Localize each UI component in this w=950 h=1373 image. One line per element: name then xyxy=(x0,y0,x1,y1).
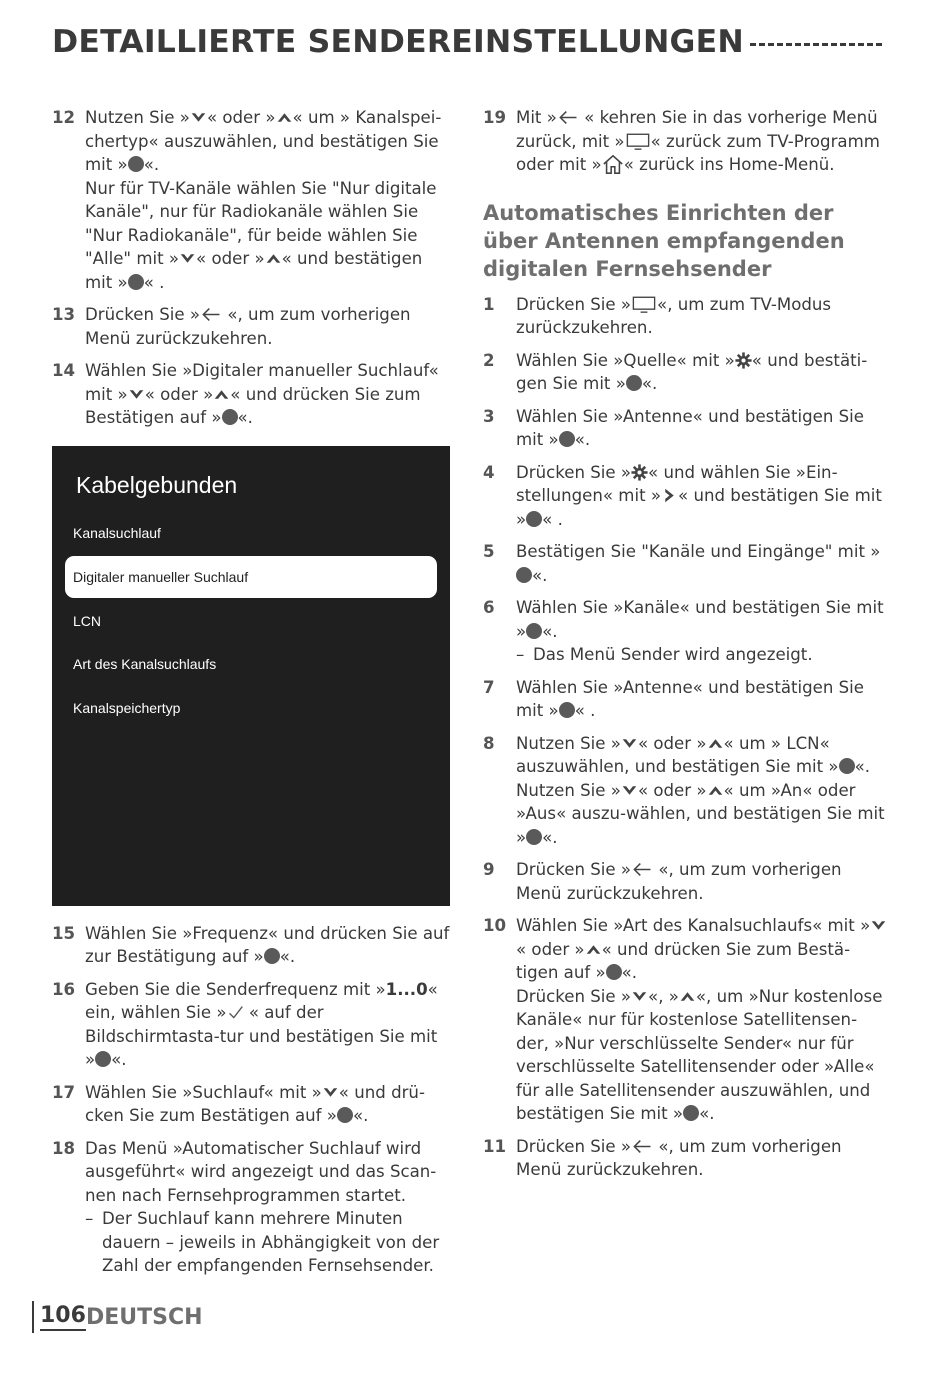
step-r2 xyxy=(483,349,888,396)
step-r5 xyxy=(483,540,888,587)
step-text: Wählen Sie »Art des Kanalsuchlaufs« mit »« oder » « und drücken Sie zum Bestä-tigen auf » «. xyxy=(516,914,888,985)
step-text: Drücken Sie » «, um zum vorherigen Menü zurückzukehren. xyxy=(85,305,411,348)
step-r10 xyxy=(483,914,888,1126)
step-text: Das Menü »Automatischer Suchlauf wird ausgeführt« wird angezeigt und das Scan-nen nach Fernsehprogrammen startet. xyxy=(85,1138,437,1205)
step-r4 xyxy=(483,461,888,532)
ok-button-icon xyxy=(95,1051,111,1067)
page-header xyxy=(52,20,882,64)
step-number: 5 xyxy=(483,542,495,561)
chevron-down-icon xyxy=(631,988,648,1005)
step-number: 18 xyxy=(52,1138,76,1158)
step-text-continued: Nutzen Sie » « oder » « um »An« oder »Aus« auszu-wählen, und bestätigen Sie mit » «. xyxy=(516,780,885,847)
chevron-down-icon xyxy=(621,735,638,752)
page-footer xyxy=(32,1300,203,1334)
settings-gear-icon xyxy=(735,352,752,369)
step-text: Wählen Sie »Digitaler manueller Suchlauf« mit » « oder » « und drücken Sie zum Bestätigen auf » «. xyxy=(85,361,439,427)
chevron-down-icon xyxy=(179,250,196,267)
step-r1 xyxy=(483,293,888,340)
ok-button-icon xyxy=(526,623,542,639)
chevron-up-icon xyxy=(679,988,696,1005)
checkmark-icon xyxy=(227,1004,244,1021)
step-number: 12 xyxy=(52,108,76,127)
step-text: Drücken Sie » «, um zum vorherigen Menü zurückzukehren. xyxy=(516,1136,842,1179)
step-note xyxy=(516,643,888,667)
back-arrow-icon xyxy=(200,306,222,323)
step-text-continued: Drücken Sie » «, » «, um »Nur kostenlose Kanäle« nur für kostenlose Satellitensen-der, »Nur verschlüsselte Sender« nur für verschlüsselte Satellitensender oder »Alle« für alle Satellitensender auszuwählen, und bestätigen Sie mit » «. xyxy=(516,986,883,1123)
chevron-down-icon xyxy=(322,1084,339,1101)
ok-button-icon xyxy=(606,964,622,980)
step-number: 4 xyxy=(483,462,495,482)
step-r7 xyxy=(483,676,888,723)
step-number: 11 xyxy=(483,1136,507,1156)
step-number: 9 xyxy=(483,860,495,879)
step-text: Drücken Sie » « und wählen Sie »Ein-stellungen« mit » « und bestätigen Sie mit » « . xyxy=(516,462,882,529)
ok-button-icon xyxy=(683,1105,699,1121)
step-number: 13 xyxy=(52,305,76,324)
step-number: 6 xyxy=(483,598,495,617)
number-keys-label: 1...0 xyxy=(385,979,428,999)
step-16 xyxy=(52,978,452,1072)
step-r8 xyxy=(483,732,888,850)
tv-menu-title: Kabelgebunden xyxy=(76,471,238,498)
settings-gear-icon xyxy=(631,464,648,481)
tv-menu-item-art-des-kanalsuchlaufs[interactable]: Art des Kanalsuchlaufs xyxy=(73,655,217,672)
tv-menu-screenshot xyxy=(52,446,450,906)
back-arrow-icon xyxy=(631,861,653,878)
page-number: 106 xyxy=(40,1303,86,1331)
ok-button-icon xyxy=(337,1107,353,1123)
step-r11 xyxy=(483,1135,888,1182)
chevron-up-icon xyxy=(265,250,282,267)
ok-button-icon xyxy=(264,948,280,964)
step-number: 16 xyxy=(52,979,76,999)
step-text: Mit » « kehren Sie in das vorherige Menü zurück, mit » « zurück zum TV-Programm oder mit » « zurück ins Home-Menü. xyxy=(516,108,880,174)
step-text: Geben Sie die Senderfrequenz mit »1...0« ein, wählen Sie » « auf der Bildschirmtasta-tur und bestätigen Sie mit » «. xyxy=(85,979,438,1069)
back-arrow-icon xyxy=(557,109,579,126)
step-text: Drücken Sie » «, um zum TV-Modus zurückzukehren. xyxy=(516,294,832,337)
chevron-up-icon xyxy=(276,109,293,126)
ok-button-icon xyxy=(128,156,144,172)
chevron-up-icon xyxy=(213,386,230,403)
step-17 xyxy=(52,1081,452,1128)
ok-button-icon xyxy=(526,829,542,845)
step-r6 xyxy=(483,596,888,667)
language-label: DEUTSCH xyxy=(85,1304,203,1330)
home-icon xyxy=(602,153,624,175)
ok-button-icon xyxy=(128,274,144,290)
step-19 xyxy=(483,106,888,177)
step-text: Wählen Sie »Antenne« und bestätigen Sie mit » « . xyxy=(516,677,864,720)
step-note xyxy=(85,1207,452,1278)
chevron-up-icon xyxy=(707,735,724,752)
tv-menu-item-kanalsuchlauf[interactable]: Kanalsuchlauf xyxy=(73,524,161,541)
page-title: DETAILLIERTE SENDEREINSTELLUNGEN xyxy=(52,24,744,60)
tv-icon xyxy=(631,296,657,313)
step-number: 19 xyxy=(483,108,507,127)
step-number: 10 xyxy=(483,916,507,935)
right-column xyxy=(483,106,888,1191)
step-15 xyxy=(52,922,452,969)
step-text: Wählen Sie »Quelle« mit » « und bestäti-gen Sie mit » «. xyxy=(516,350,868,393)
back-arrow-icon xyxy=(631,1138,653,1155)
tv-menu-item-digitaler-manueller-suchlauf[interactable]: Digitaler manueller Suchlauf xyxy=(65,556,437,598)
ok-button-icon xyxy=(626,375,642,391)
step-r9 xyxy=(483,858,888,905)
step-number: 2 xyxy=(483,350,495,370)
step-text: Wählen Sie »Kanäle« und bestätigen Sie mit » «. xyxy=(516,598,884,641)
dash-marker: – xyxy=(516,645,525,664)
step-12 xyxy=(52,106,452,294)
step-14 xyxy=(52,359,452,430)
step-number: 17 xyxy=(52,1082,76,1102)
step-number: 7 xyxy=(483,677,495,697)
chevron-up-icon xyxy=(585,941,602,958)
tv-menu-item-kanalspeichertyp[interactable]: Kanalspeichertyp xyxy=(73,699,181,716)
tv-menu-item-lcn[interactable]: LCN xyxy=(73,612,102,629)
step-number: 14 xyxy=(52,361,76,380)
step-18 xyxy=(52,1137,452,1278)
header-rule xyxy=(750,43,882,46)
step-text: Drücken Sie » «, um zum vorherigen Menü zurückzukehren. xyxy=(516,860,842,903)
footer-bar xyxy=(32,1301,34,1333)
ok-button-icon xyxy=(526,511,542,527)
step-number: 15 xyxy=(52,923,76,943)
chevron-right-icon xyxy=(661,487,678,504)
ok-button-icon xyxy=(222,409,238,425)
chevron-down-icon xyxy=(190,109,207,126)
ok-button-icon xyxy=(559,702,575,718)
step-number: 1 xyxy=(483,294,495,314)
step-text: Nutzen Sie » « oder » « um » LCN« auszuwählen, und bestätigen Sie mit » «. xyxy=(516,733,871,776)
note-text: Der Suchlauf kann mehrere Minuten dauern – jeweils in Abhängigkeit von der Zahl der empfangenden Fernsehsender. xyxy=(102,1209,440,1275)
tv-icon xyxy=(625,133,651,150)
chevron-down-icon xyxy=(128,386,145,403)
step-text: Wählen Sie »Frequenz« und drücken Sie auf zur Bestätigung auf » «. xyxy=(85,923,450,966)
ok-button-icon xyxy=(559,431,575,447)
step-text: Nutzen Sie » « oder » « um » Kanalspei-chertyp« auszuwählen, und bestätigen Sie mit » «. xyxy=(85,108,442,174)
chevron-up-icon xyxy=(707,782,724,799)
step-number: 8 xyxy=(483,733,495,753)
step-text: Wählen Sie »Antenne« und bestätigen Sie mit » «. xyxy=(516,406,864,449)
step-r3 xyxy=(483,405,888,452)
step-number: 3 xyxy=(483,406,495,426)
dash-marker: – xyxy=(85,1209,94,1228)
ok-button-icon xyxy=(839,758,855,774)
step-text: Wählen Sie »Suchlauf« mit » « und drü-cken Sie zum Bestätigen auf » «. xyxy=(85,1082,425,1125)
section-heading: Automatisches Einrichten der über Antennen empfangenden digitalen Fernsehsender xyxy=(483,200,845,281)
left-column xyxy=(52,106,452,1287)
step-13 xyxy=(52,303,452,350)
ok-button-icon xyxy=(516,567,532,583)
chevron-down-icon xyxy=(870,917,887,934)
chevron-down-icon xyxy=(621,782,638,799)
step-text: Bestätigen Sie "Kanäle und Eingänge" mit »«. xyxy=(516,542,881,585)
note-text: Das Menü Sender wird angezeigt. xyxy=(533,645,813,664)
step-text-continued: Nur für TV-Kanäle wählen Sie "Nur digitale Kanäle", nur für Radiokanäle wählen Sie "Nur Radiokanäle", für beide wählen Sie "Alle" mit » « oder » « und bestätigen mit » « . xyxy=(85,178,437,292)
